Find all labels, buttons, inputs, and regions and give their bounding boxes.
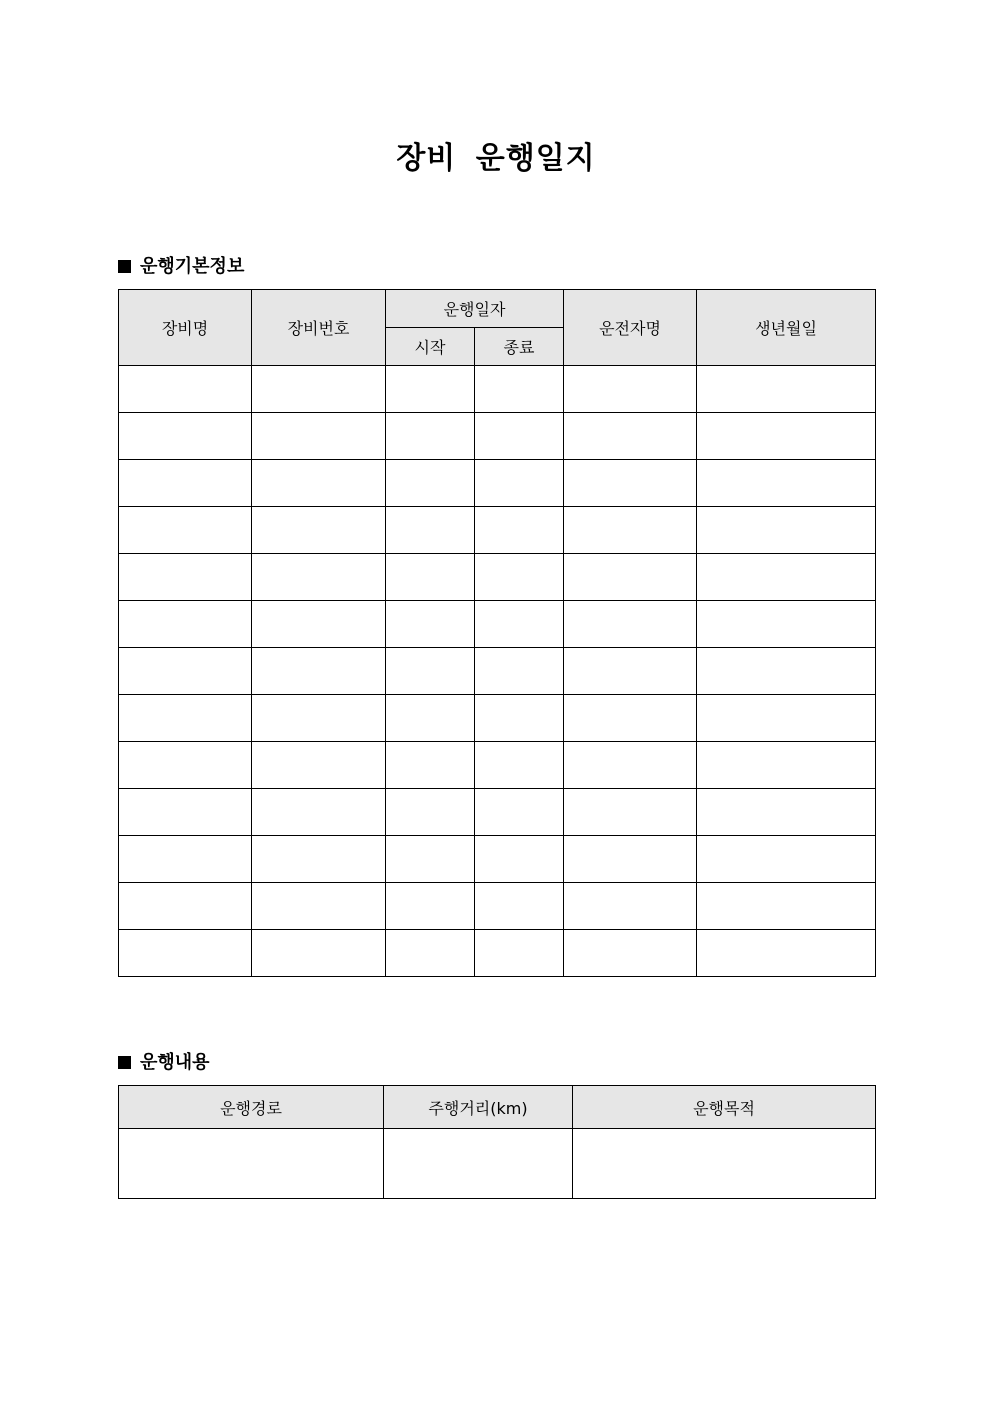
table-cell[interactable] [697,648,876,695]
header-end: 종료 [475,328,564,366]
table-row [119,883,876,930]
table-cell[interactable] [475,507,564,554]
table-cell[interactable] [697,789,876,836]
section-heading-basic-info [118,252,244,278]
table-cell[interactable] [564,554,697,601]
table-cell[interactable] [119,1129,384,1199]
table-cell[interactable] [119,507,252,554]
table-row [119,742,876,789]
table-cell[interactable] [475,648,564,695]
table-cell[interactable] [119,742,252,789]
table-cell[interactable] [564,601,697,648]
table-cell[interactable] [475,695,564,742]
header-birth-date: 생년월일 [697,290,876,366]
table-cell[interactable] [119,789,252,836]
table-cell[interactable] [252,507,386,554]
header-operation-date: 운행일자 [386,290,564,328]
table-cell[interactable] [386,554,475,601]
table-cell[interactable] [386,648,475,695]
table-cell[interactable] [697,366,876,413]
table-cell[interactable] [386,695,475,742]
table-cell[interactable] [252,836,386,883]
header-distance: 주행거리(km) [384,1086,573,1129]
table-cell[interactable] [564,789,697,836]
table-cell[interactable] [475,601,564,648]
header-purpose: 운행목적 [573,1086,876,1129]
table-cell[interactable] [697,930,876,977]
table-cell[interactable] [119,366,252,413]
table-cell[interactable] [384,1129,573,1199]
table-cell[interactable] [475,930,564,977]
table-cell[interactable] [475,742,564,789]
table-cell[interactable] [564,930,697,977]
table-cell[interactable] [119,460,252,507]
table-row [119,366,876,413]
table-cell[interactable] [252,366,386,413]
basic-info-table [118,289,876,977]
table-row [119,507,876,554]
square-bullet-icon [118,260,131,273]
table-cell[interactable] [119,648,252,695]
table-cell[interactable] [119,554,252,601]
table-cell[interactable] [564,742,697,789]
header-equipment-name: 장비명 [119,290,252,366]
table-row [119,460,876,507]
table-cell[interactable] [252,789,386,836]
table-cell[interactable] [564,507,697,554]
table-cell[interactable] [386,742,475,789]
table-cell[interactable] [386,601,475,648]
section-heading-label: 운행내용 [140,1052,210,1073]
table-cell[interactable] [475,883,564,930]
table-cell[interactable] [564,883,697,930]
header-route: 운행경로 [119,1086,384,1129]
table-cell[interactable] [564,413,697,460]
table-cell[interactable] [386,930,475,977]
table-cell[interactable] [475,554,564,601]
table-row [119,695,876,742]
table-cell[interactable] [119,413,252,460]
table-cell[interactable] [564,648,697,695]
table-cell[interactable] [564,695,697,742]
table-cell[interactable] [119,930,252,977]
table-cell[interactable] [697,695,876,742]
table-cell[interactable] [119,883,252,930]
table-row [119,554,876,601]
table-row [119,836,876,883]
header-equipment-number: 장비번호 [252,290,386,366]
header-start: 시작 [386,328,475,366]
section-heading-operation-content [118,1048,210,1074]
table-cell[interactable] [697,554,876,601]
document-title: 장비 운행일지 [396,141,596,176]
table-cell[interactable] [564,366,697,413]
table-row [119,930,876,977]
table-cell[interactable] [252,460,386,507]
table-cell[interactable] [252,883,386,930]
table-row [119,648,876,695]
table-cell[interactable] [475,836,564,883]
table-row [119,1129,876,1199]
header-driver-name: 운전자명 [564,290,697,366]
table-cell[interactable] [573,1129,876,1199]
table-cell[interactable] [697,742,876,789]
table-cell[interactable] [119,695,252,742]
table-cell[interactable] [697,883,876,930]
table-cell[interactable] [252,930,386,977]
table-row [119,601,876,648]
table-cell[interactable] [119,836,252,883]
table-cell[interactable] [252,413,386,460]
table-cell[interactable] [697,507,876,554]
table-cell[interactable] [386,883,475,930]
section-heading-label: 운행기본정보 [140,256,245,277]
table-cell[interactable] [386,413,475,460]
table-cell[interactable] [386,507,475,554]
table-cell[interactable] [386,789,475,836]
table-cell[interactable] [386,836,475,883]
table-cell[interactable] [252,695,386,742]
table-cell[interactable] [252,742,386,789]
table-row [119,789,876,836]
table-cell[interactable] [697,413,876,460]
table-cell[interactable] [386,460,475,507]
table-cell[interactable] [252,648,386,695]
table-cell[interactable] [697,460,876,507]
square-bullet-icon [118,1056,131,1069]
table-cell[interactable] [252,554,386,601]
table-row [119,413,876,460]
table-cell[interactable] [697,601,876,648]
table-cell[interactable] [564,460,697,507]
table-cell[interactable] [475,413,564,460]
table-cell[interactable] [252,601,386,648]
table-cell[interactable] [475,460,564,507]
operation-content-table [118,1085,876,1199]
table-cell[interactable] [386,366,475,413]
table-cell[interactable] [119,601,252,648]
table-cell[interactable] [697,836,876,883]
table-cell[interactable] [475,366,564,413]
table-cell[interactable] [475,789,564,836]
table-cell[interactable] [564,836,697,883]
